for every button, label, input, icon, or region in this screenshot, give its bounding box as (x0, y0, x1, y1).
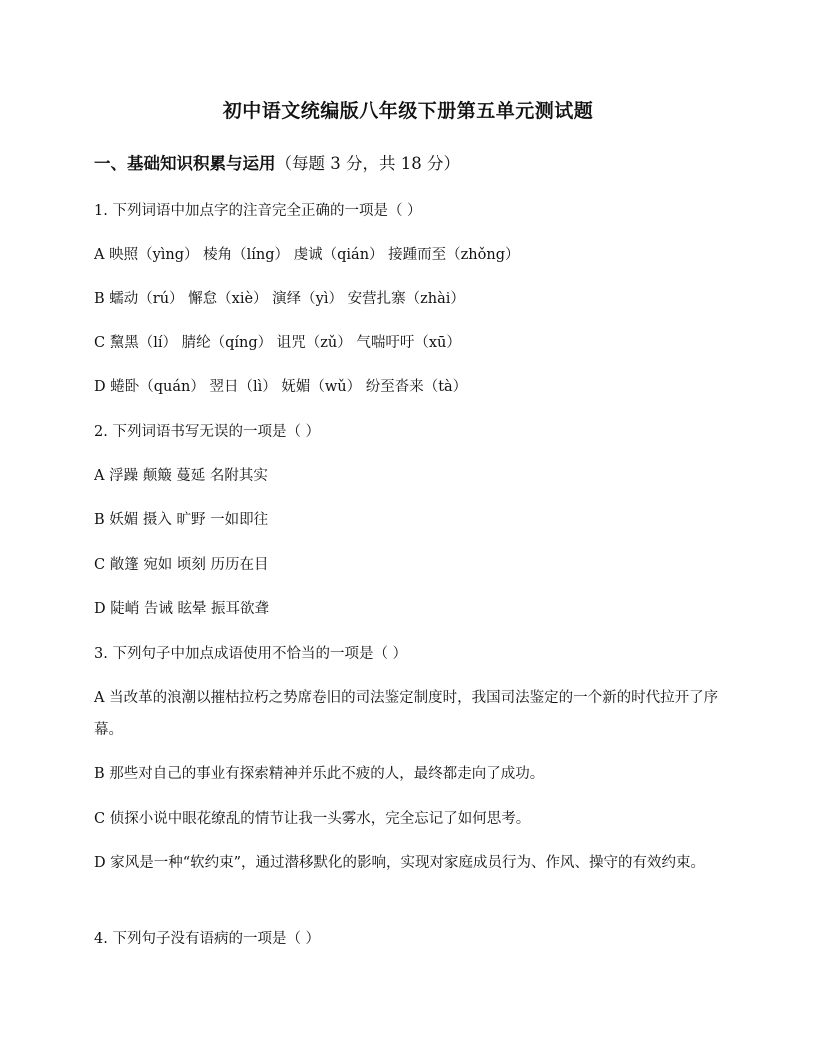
question-3-option-b: B 那些对自己的事业有探索精神并乐此不疲的人，最终都走向了成功。 (94, 766, 545, 782)
question-1-stem: 1. 下列词语中加点字的注音完全正确的一项是（ ） (94, 203, 422, 219)
question-3-option-a: A 当改革的浪潮以摧枯拉朽之势席卷旧的司法鉴定制度时，我国司法鉴定的一个新的时代拉开了序幕。 (94, 690, 719, 738)
question-4-stem: 4. 下列句子没有语病的一项是（ ） (94, 931, 321, 947)
question-2-option-c: C 敞篷 宛如 顷刻 历历在目 (94, 557, 269, 573)
question-2-stem: 2. 下列词语书写无误的一项是（ ） (94, 424, 321, 440)
question-1-option-c: C 黧黑（lí） 腈纶（qíng） 诅咒（zǔ） 气喘吁吁（xū） (94, 335, 461, 351)
question-2-option-d: D 陡峭 告诫 眩晕 振耳欲聋 (94, 601, 270, 617)
question-2-option-a: A 浮躁 颠簸 蔓延 名附其实 (94, 468, 268, 484)
question-1-option-a: A 映照（yìng） 棱角（líng） 虔诚（qián） 接踵而至（zhǒng） (94, 247, 520, 263)
question-3-stem: 3. 下列句子中加点成语使用不恰当的一项是（ ） (94, 646, 408, 662)
question-1-option-d: D 蜷卧（quán） 翌日（lì） 妩媚（wǔ） 纷至沓来（tà） (94, 379, 468, 395)
section-score-note: （每题 3 分，共 18 分） (275, 154, 460, 173)
question-1-option-b: B 蠕动（rú） 懈怠（xiè） 演绎（yì） 安营扎寨（zhài） (94, 291, 465, 307)
question-3-option-c: C 侦探小说中眼花缭乱的情节让我一头雾水，完全忘记了如何思考。 (94, 811, 531, 827)
question-2-option-b: B 妖媚 摄入 旷野 一如即往 (94, 512, 269, 528)
section-heading-text: 一、基础知识积累与运用 (94, 154, 276, 173)
section-heading (94, 150, 460, 174)
page-title: 初中语文统编版八年级下册第五单元测试题 (222, 100, 594, 122)
question-3-option-d: D 家风是一种“软约束”，通过潜移默化的影响，实现对家庭成员行为、作风、操守的有效约束。 (94, 855, 706, 871)
